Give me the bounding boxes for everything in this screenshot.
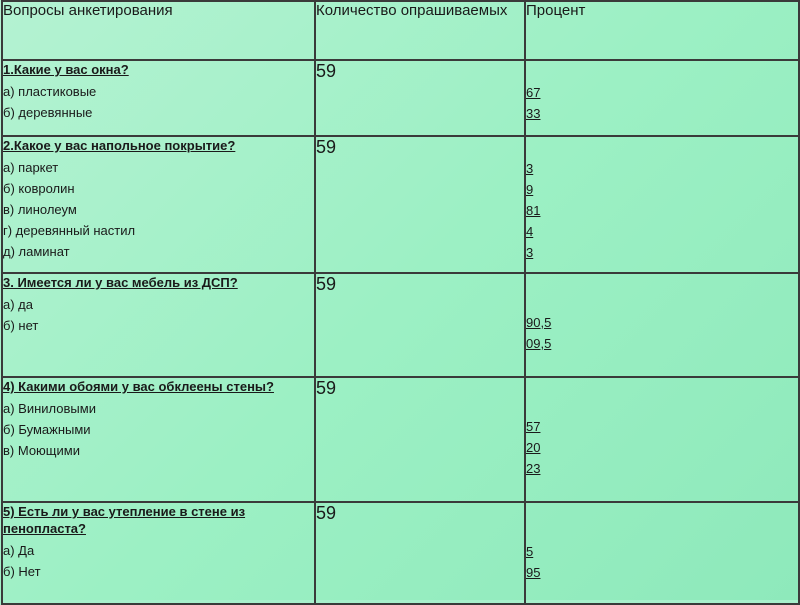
percent-value: 90,5: [526, 315, 552, 330]
percent-cell: [525, 136, 799, 273]
question-cell: [2, 502, 315, 604]
percent-value: 4: [526, 224, 534, 239]
percent-value: 81: [526, 203, 541, 218]
percent-value: 5: [526, 544, 534, 559]
count-cell: 59: [315, 273, 525, 377]
question-cell: [2, 60, 315, 136]
option-label: в) линолеум: [3, 202, 77, 217]
percent-value: 3: [526, 161, 534, 176]
option-label: а) паркет: [3, 160, 59, 175]
question-cell: [2, 377, 315, 502]
option-label: б) ковролин: [3, 181, 75, 196]
option-label: а) Да: [3, 543, 35, 558]
table-row: [2, 273, 799, 377]
percent-value: 3: [526, 245, 534, 260]
percent-cell: [525, 502, 799, 604]
percent-cell: [525, 60, 799, 136]
header-questions: Вопросы анкетирования: [2, 1, 315, 60]
option-label: б) нет: [3, 318, 39, 333]
question-title: 4) Какими обоями у вас обклеены стены?: [3, 379, 274, 394]
option-label: а) Виниловыми: [3, 401, 96, 416]
percent-value: 9: [526, 182, 534, 197]
percent-value: 57: [526, 419, 541, 434]
question-title: 5) Есть ли у вас утепление в стене из пенопласта?: [3, 504, 246, 536]
table-row: [2, 377, 799, 502]
count-cell: 59: [315, 136, 525, 273]
percent-cell: [525, 377, 799, 502]
percent-value: 09,5: [526, 336, 552, 351]
percent-cell: [525, 273, 799, 377]
table-row: [2, 136, 799, 273]
survey-table: [1, 0, 800, 605]
option-label: б) Бумажными: [3, 422, 91, 437]
option-label: в) Моющими: [3, 443, 80, 458]
question-cell: [2, 136, 315, 273]
option-label: б) деревянные: [3, 105, 93, 120]
question-title: 2.Какое у вас напольное покрытие?: [3, 138, 236, 153]
percent-value: 95: [526, 565, 541, 580]
count-cell: 59: [315, 502, 525, 604]
table-row: [2, 60, 799, 136]
question-title: 3. Имеется ли у вас мебель из ДСП?: [3, 275, 238, 290]
count-cell: 59: [315, 377, 525, 502]
option-label: д) ламинат: [3, 244, 70, 259]
count-cell: 59: [315, 60, 525, 136]
header-count: Количество опрашиваемых: [315, 1, 525, 60]
percent-value: 67: [526, 85, 541, 100]
percent-value: 20: [526, 440, 541, 455]
option-label: а) пластиковые: [3, 84, 97, 99]
percent-value: 33: [526, 106, 541, 121]
option-label: а) да: [3, 297, 33, 312]
percent-value: 23: [526, 461, 541, 476]
header-percent: Процент: [525, 1, 799, 60]
option-label: б) Нет: [3, 564, 41, 579]
table-header-row: [2, 1, 799, 60]
option-label: г) деревянный настил: [3, 223, 136, 238]
question-title: 1.Какие у вас окна?: [3, 62, 129, 77]
table-row: [2, 502, 799, 604]
question-cell: [2, 273, 315, 377]
